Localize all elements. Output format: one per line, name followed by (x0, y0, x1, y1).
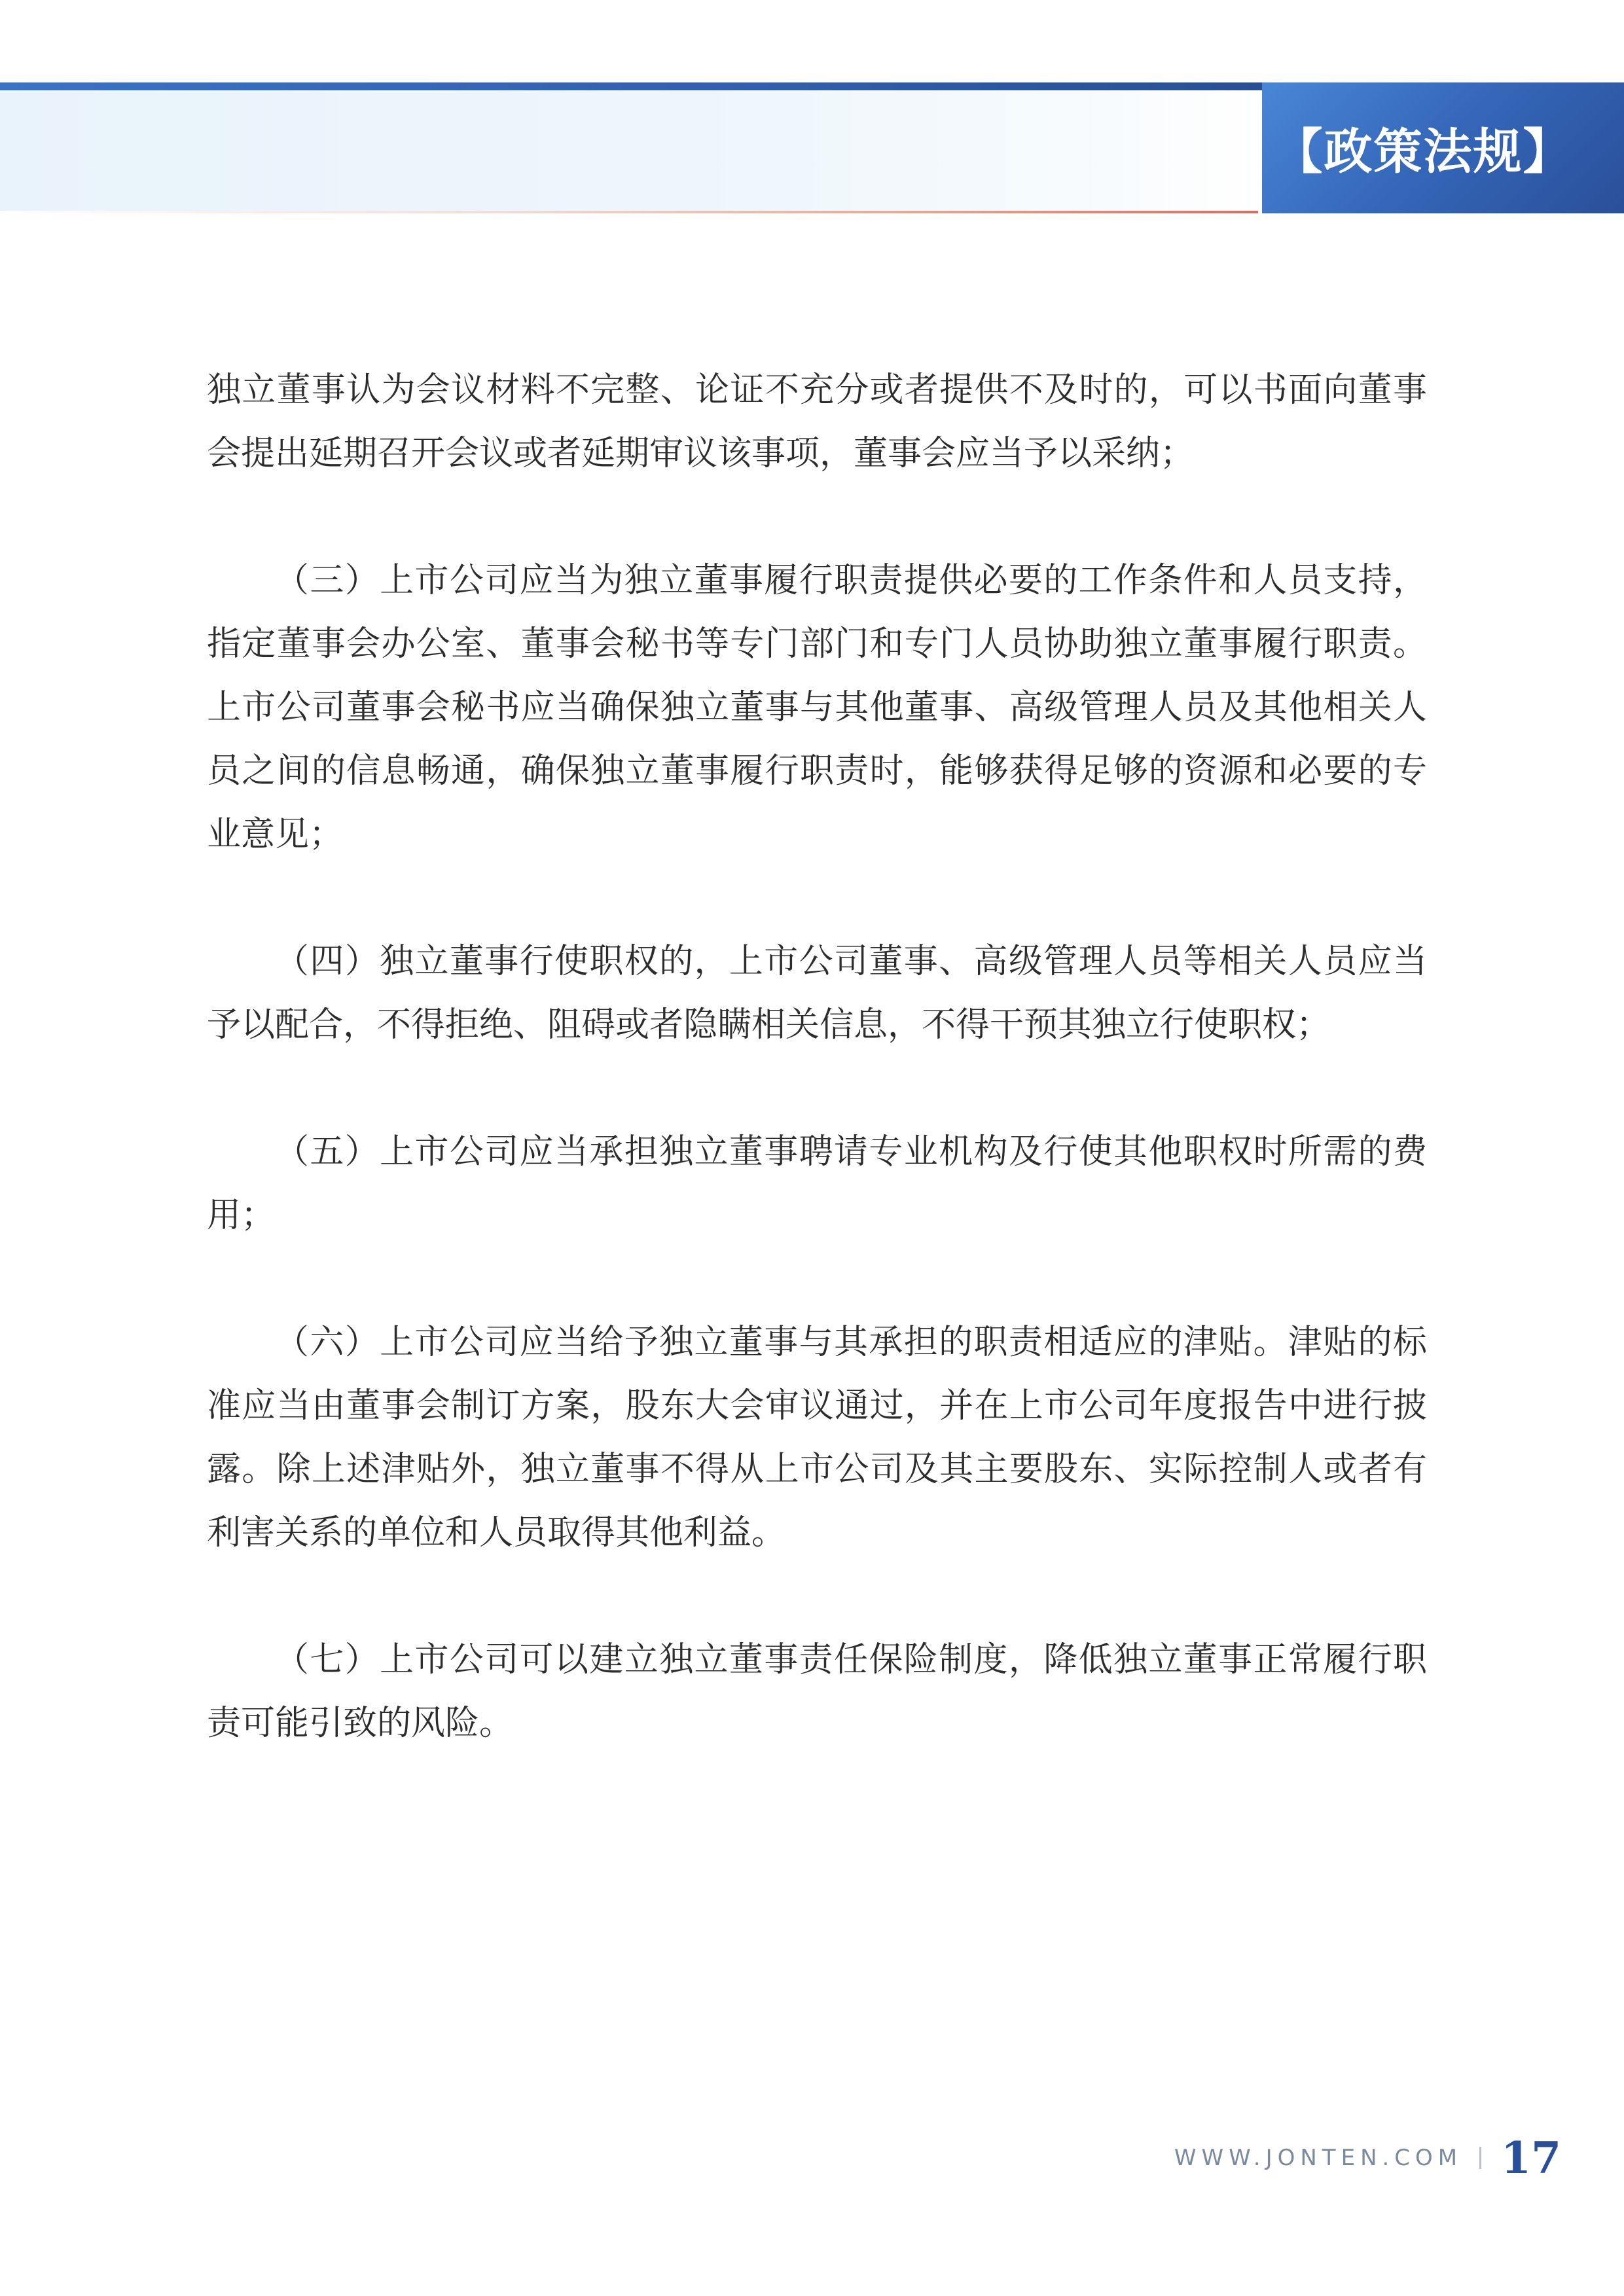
header-underline (0, 211, 1258, 213)
page-number: 17 (1501, 2132, 1561, 2183)
paragraph-continuation: 独立董事认为会议材料不完整、论证不充分或者提供不及时的，可以书面向董事会提出延期召开会议或者延期审议该事项，董事会应当予以采纳； (207, 370, 1427, 473)
header-top-rule (0, 82, 1262, 90)
paragraph-item-5: （五）上市公司应当承担独立董事聘请专业机构及行使其他职权时所需的费用； (207, 1132, 1427, 1235)
paragraph-item-7: （七）上市公司可以建立独立董事责任保险制度，降低独立董事正常履行职责可能引致的风险。 (207, 1640, 1427, 1743)
section-label: 【政策法规】 (1274, 124, 1573, 180)
header-band (0, 90, 1258, 212)
website-link[interactable]: WWW.JONTEN.COM (1174, 2145, 1463, 2171)
article-body (207, 359, 1427, 1819)
section-tab (1262, 82, 1624, 213)
paragraph-item-3: （三）上市公司应当为独立董事履行职责提供必要的工作条件和人员支持，指定董事会办公室、董事会秘书等专门部门和专门人员协助独立董事履行职责。上市公司董事会秘书应当确保独立董事与其他董事、高级管理人员及其他相关人员之间的信息畅通，确保独立董事履行职责时，能够获得足够的资源和必要的专业意见； (207, 561, 1427, 854)
paragraph-item-6: （六）上市公司应当给予独立董事与其承担的职责相适应的津贴。津贴的标准应当由董事会制订方案，股东大会审议通过，并在上市公司年度报告中进行披露。除上述津贴外，独立董事不得从上市公司及其主要股东、实际控制人或者有利害关系的单位和人员取得其他利益。 (207, 1323, 1427, 1552)
page-footer (1174, 2132, 1561, 2183)
paragraph-item-4: （四）独立董事行使职权的，上市公司董事、高级管理人员等相关人员应当予以配合，不得拒绝、阻碍或者隐瞒相关信息，不得干预其独立行使职权； (207, 942, 1427, 1045)
footer-divider (1479, 2147, 1481, 2169)
